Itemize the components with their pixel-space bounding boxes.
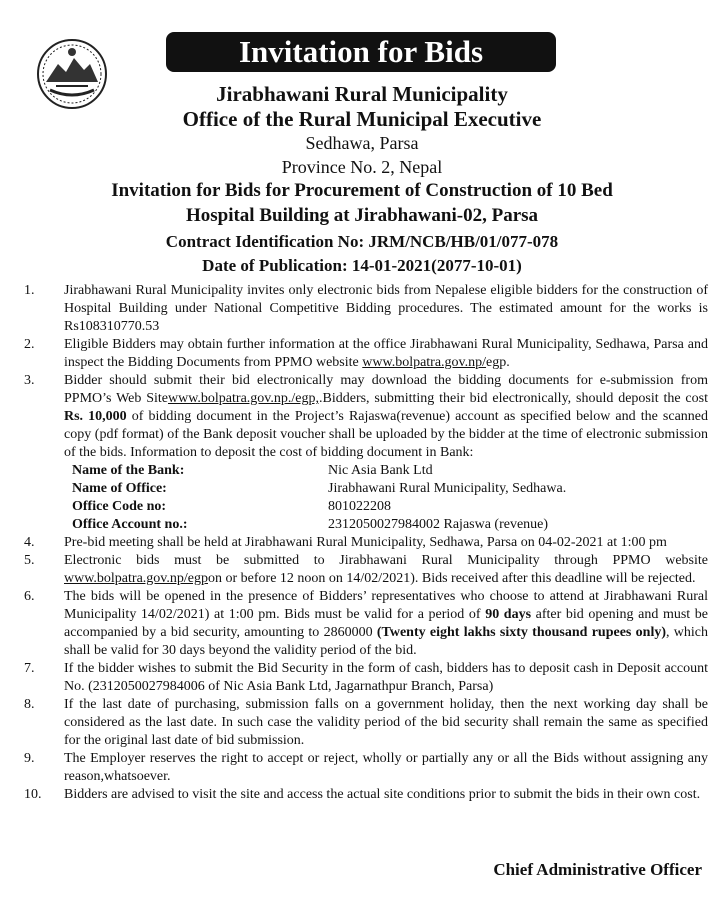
- list-item: [24, 336, 708, 372]
- list-item: [24, 660, 708, 696]
- item-number: 8.: [24, 697, 35, 712]
- item-number: 4.: [24, 535, 35, 550]
- publication-date: Date of Publication: 14-01-2021(2077-10-01): [202, 256, 522, 275]
- item-text: Pre-bid meeting shall be held at Jirabhawani Rural Municipality, Sedhawa, Parsa on 04-02-2021 at 1:00 pm: [64, 535, 667, 550]
- ppmo-link[interactable]: www.bolpatra.gov.np/egp: [64, 571, 208, 586]
- signature-title: Chief Administrative Officer: [493, 860, 702, 879]
- item-number: 1.: [24, 283, 35, 298]
- item-text: The Employer reserves the right to accept or reject, wholly or partially any or all the Bids without assigning any reason,whatsoever.: [64, 751, 708, 784]
- bank-row: Office Code no: 801022208: [72, 499, 391, 514]
- list-item: [24, 372, 708, 462]
- item-number: 2.: [24, 337, 35, 352]
- list-item: [24, 750, 708, 786]
- bank-row: Office Account no.: 2312050027984002 Rajaswa (revenue): [72, 517, 549, 532]
- list-item: [24, 696, 708, 750]
- bank-details: [72, 462, 708, 534]
- item-number: 9.: [24, 751, 35, 766]
- item-text: Bidders are advised to visit the site and access the actual site conditions prior to submit the bids in their own cost.: [64, 787, 701, 802]
- address-line-2: Province No. 2, Nepal: [281, 157, 443, 177]
- item-text: Jirabhawani Rural Municipality invites only electronic bids from Nepalese eligible bidders for the construction of Hospital Building under National Competitive Bidding procedures. The estimated amount for the works is Rs108310770.53: [64, 283, 708, 334]
- item-number: 5.: [24, 553, 35, 568]
- item-number: 10.: [24, 787, 42, 802]
- item-text: Electronic bids must be submitted to Jirabhawani Rural Municipality through PPMO website www.bolpatra.gov.np/egpon or before 12 noon on 14/02/2021). Bids received after this deadline will be rejected.: [64, 553, 708, 586]
- list-item: [24, 588, 708, 660]
- list-item: [24, 534, 708, 552]
- clause-list: [24, 282, 708, 804]
- bank-row: Name of the Bank: Nic Asia Bank Ltd: [72, 463, 433, 478]
- list-item: [24, 282, 708, 336]
- org-name: Jirabhawani Rural Municipality: [216, 82, 508, 106]
- item-text: Bidder should submit their bid electronically may download the bidding documents for e-submission from PPMO’s Web Sitewww.bolpatra.gov.np./egp,.Bidders, submitting their bid electronically, should deposit the cost Rs. 10,000 of bidding document in the Project’s Rajaswa(revenue) account as specified below and the scanned copy (pdf format) of the Bank deposit voucher shall be uploaded by the bidder at the time of electronic submission of the bids. Information to deposit the cost of bidding document in Bank:: [64, 373, 708, 460]
- page-title: Invitation for Bids: [166, 32, 556, 72]
- list-item: [24, 786, 708, 804]
- subject-line-2: Hospital Building at Jirabhawani-02, Parsa: [185, 205, 539, 226]
- item-number: 3.: [24, 373, 35, 388]
- item-text: If the last date of purchasing, submission falls on a government holiday, then the next working day shall be considered as the last date. In such case the validity period of the bid security shall remain the same as specified for the original last date of bid submission.: [64, 697, 708, 748]
- office-name: Office of the Rural Municipal Executive: [182, 107, 542, 131]
- contract-id: Contract Identification No: JRM/NCB/HB/01/077-078: [165, 232, 559, 251]
- subject-line-1: Invitation for Bids for Procurement of Construction of 10 Bed: [111, 180, 613, 201]
- item-text: Eligible Bidders may obtain further information at the office Jirabhawani Rural Municipality, Sedhawa, Parsa and inspect the Bidding Documents from PPMO website www.bolpatra.gov.np/egp.: [64, 337, 708, 370]
- item-text: The bids will be opened in the presence of Bidders’ representatives who choose to attend at Jirabhawani Rural Municipality 14/02/2021) at 1:00 pm. Bids must be valid for a period of 90 days after bid opening and must be accompanied by a bid security, amounting to 2860000 (Twenty eight lakhs sixty thousand rupees only), which shall be valid for 30 days beyond the validity period of the bid.: [64, 589, 709, 658]
- list-item: [24, 552, 708, 588]
- ppmo-link[interactable]: www.bolpatra.gov.np./egp,: [168, 391, 319, 406]
- address-line-1: Sedhawa, Parsa: [305, 133, 419, 153]
- ppmo-link[interactable]: www.bolpatra.gov.np/: [362, 355, 487, 370]
- item-text: If the bidder wishes to submit the Bid Security in the form of cash, bidders has to deposit cash in Deposit account No. (2312050027984006 of Nic Asia Bank Ltd, Jagarnathpur Branch, Parsa): [64, 661, 708, 694]
- item-number: 7.: [24, 661, 35, 676]
- bank-row: Name of Office: Jirabhawani Rural Municipality, Sedhawa.: [72, 481, 567, 496]
- item-number: 6.: [24, 589, 35, 604]
